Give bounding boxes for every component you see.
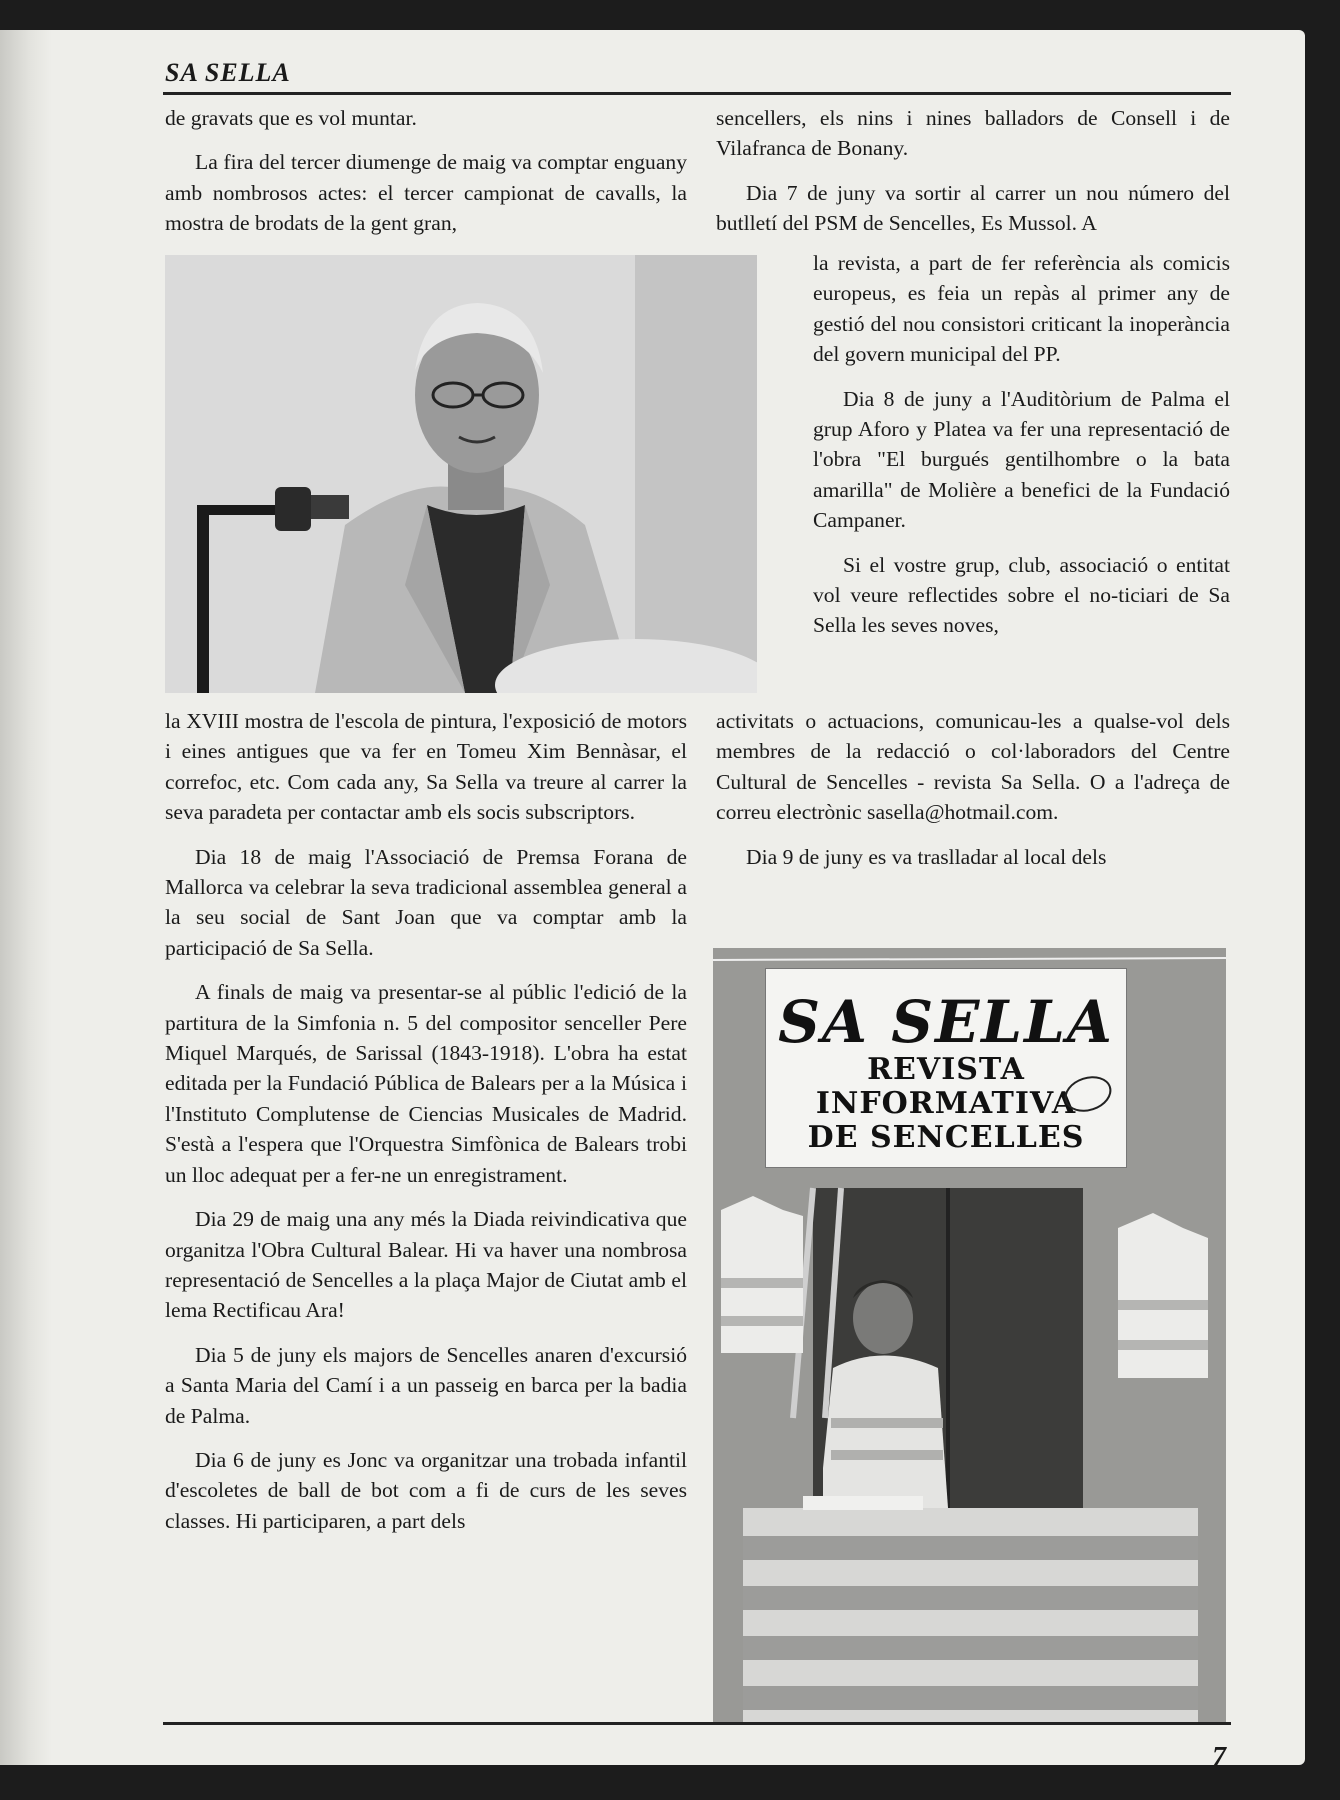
paragraph: la revista, a part de fer referència als comicis europeus, es feia un repàs al primer any de gestió del nou consistori criticant la inoperància del govern municipal del PP. xyxy=(813,251,1230,367)
paragraph: A finals de maig va presentar-se al públic l'edició de la partitura de la Simfonia n. 5 del compositor senceller Pere Miquel Marqués, de Sarissal (1843-1918). L'obra ha estat editada per la Fundació Pública de Balears per a la Música i l'Instituto Complutense de Ciencias Musicales de Madrid. S'està a l'espera que l'Orquestra Simfònica de Balears trobi un lloc adequat per a fer-ne un enregistrament. xyxy=(165,980,687,1187)
banner-line-1: REVISTA xyxy=(867,1052,1025,1087)
banner-title: SA SELLA xyxy=(778,988,1114,1056)
paragraph: de gravats que es vol muntar. xyxy=(165,106,417,130)
paragraph: Dia 6 de juny es Jonc va organitzar una trobada infantil d'escoletes de ball de bot com a fi de curs de les seves classes. Hi participaren, a part dels xyxy=(165,1447,687,1533)
banner-line-3: DE SENCELLES xyxy=(807,1120,1085,1155)
paragraph: La fira del tercer diumenge de maig va comptar enguany amb nombrosos actes: el tercer campionat de cavalls, la mostra de brodats de la gent gran, xyxy=(165,150,687,236)
paragraph: sencellers, els nins i nines balladors de Consell i de Vilafranca de Bonany. xyxy=(716,106,1230,161)
paragraph: Dia 9 de juny es va traslladar al local dels xyxy=(746,844,1107,869)
header-rule xyxy=(163,92,1231,95)
right-column-top xyxy=(716,103,1230,239)
photo-stall xyxy=(713,948,1226,1722)
paragraph: Dia 29 de maig una any més la Diada reivindicativa que organitza l'Obra Cultural Balear. Hi va haver una nombrosa representació de Sencelles a la plaça Major de Ciutat amb el lema Rectificau Ara! xyxy=(165,1207,687,1323)
page-number: 7 xyxy=(1212,1742,1226,1773)
paragraph: la XVIII mostra de l'escola de pintura, l'exposició de motors i eines antigues que va fer en Tomeu Xim Bennàsar, el correfoc, etc. Com cada any, Sa Sella va treure al carrer la seva paradeta per contactar amb els socis subscriptors. xyxy=(165,709,687,825)
speaker-illustration xyxy=(165,255,757,693)
left-column-top xyxy=(165,103,687,239)
paragraph: Dia 7 de juny va sortir al carrer un nou número del butlletí del PSM de Sencelles, Es Mussol. A xyxy=(716,180,1230,236)
banner-line-2: INFORMATIVA xyxy=(815,1086,1077,1121)
right-column-bottom xyxy=(716,706,1230,872)
paragraph: activitats o actuacions, comunicau-les a qualse-vol dels membres de la redacció o col·laboradors del Centre Cultural de Sencelles - revista Sa Sella. O a l'adreça de correu electrònic sasella@hotmail.com. xyxy=(716,709,1230,825)
photo-speaker xyxy=(165,255,757,693)
left-column-bottom xyxy=(165,706,687,1536)
paragraph: Si el vostre grup, club, associació o entitat vol veure reflectides sobre el no-ticiari de Sa Sella les seves noves, xyxy=(813,552,1230,638)
banner-sign xyxy=(765,968,1127,1168)
running-header: SA SELLA xyxy=(165,58,291,87)
footer-rule xyxy=(163,1722,1231,1725)
paragraph: Dia 18 de maig l'Associació de Premsa Forana de Mallorca va celebrar la seva tradicional assemblea general a la seu social de Sant Joan que va comptar amb la participació de Sa Sella. xyxy=(165,844,687,960)
paragraph: Dia 8 de juny a l'Auditòrium de Palma el grup Aforo y Platea va fer una representació de l'obra "El burgués gentilhombre o la bata amarilla" de Molière a benefici de la Fundació Campaner. xyxy=(813,386,1230,533)
paragraph: Dia 5 de juny els majors de Sencelles anaren d'excursió a Santa Maria del Camí i a un passeig en barca per la badia de Palma. xyxy=(165,1342,687,1428)
right-column-indented xyxy=(813,248,1230,641)
page-spine-shadow xyxy=(0,30,52,1765)
